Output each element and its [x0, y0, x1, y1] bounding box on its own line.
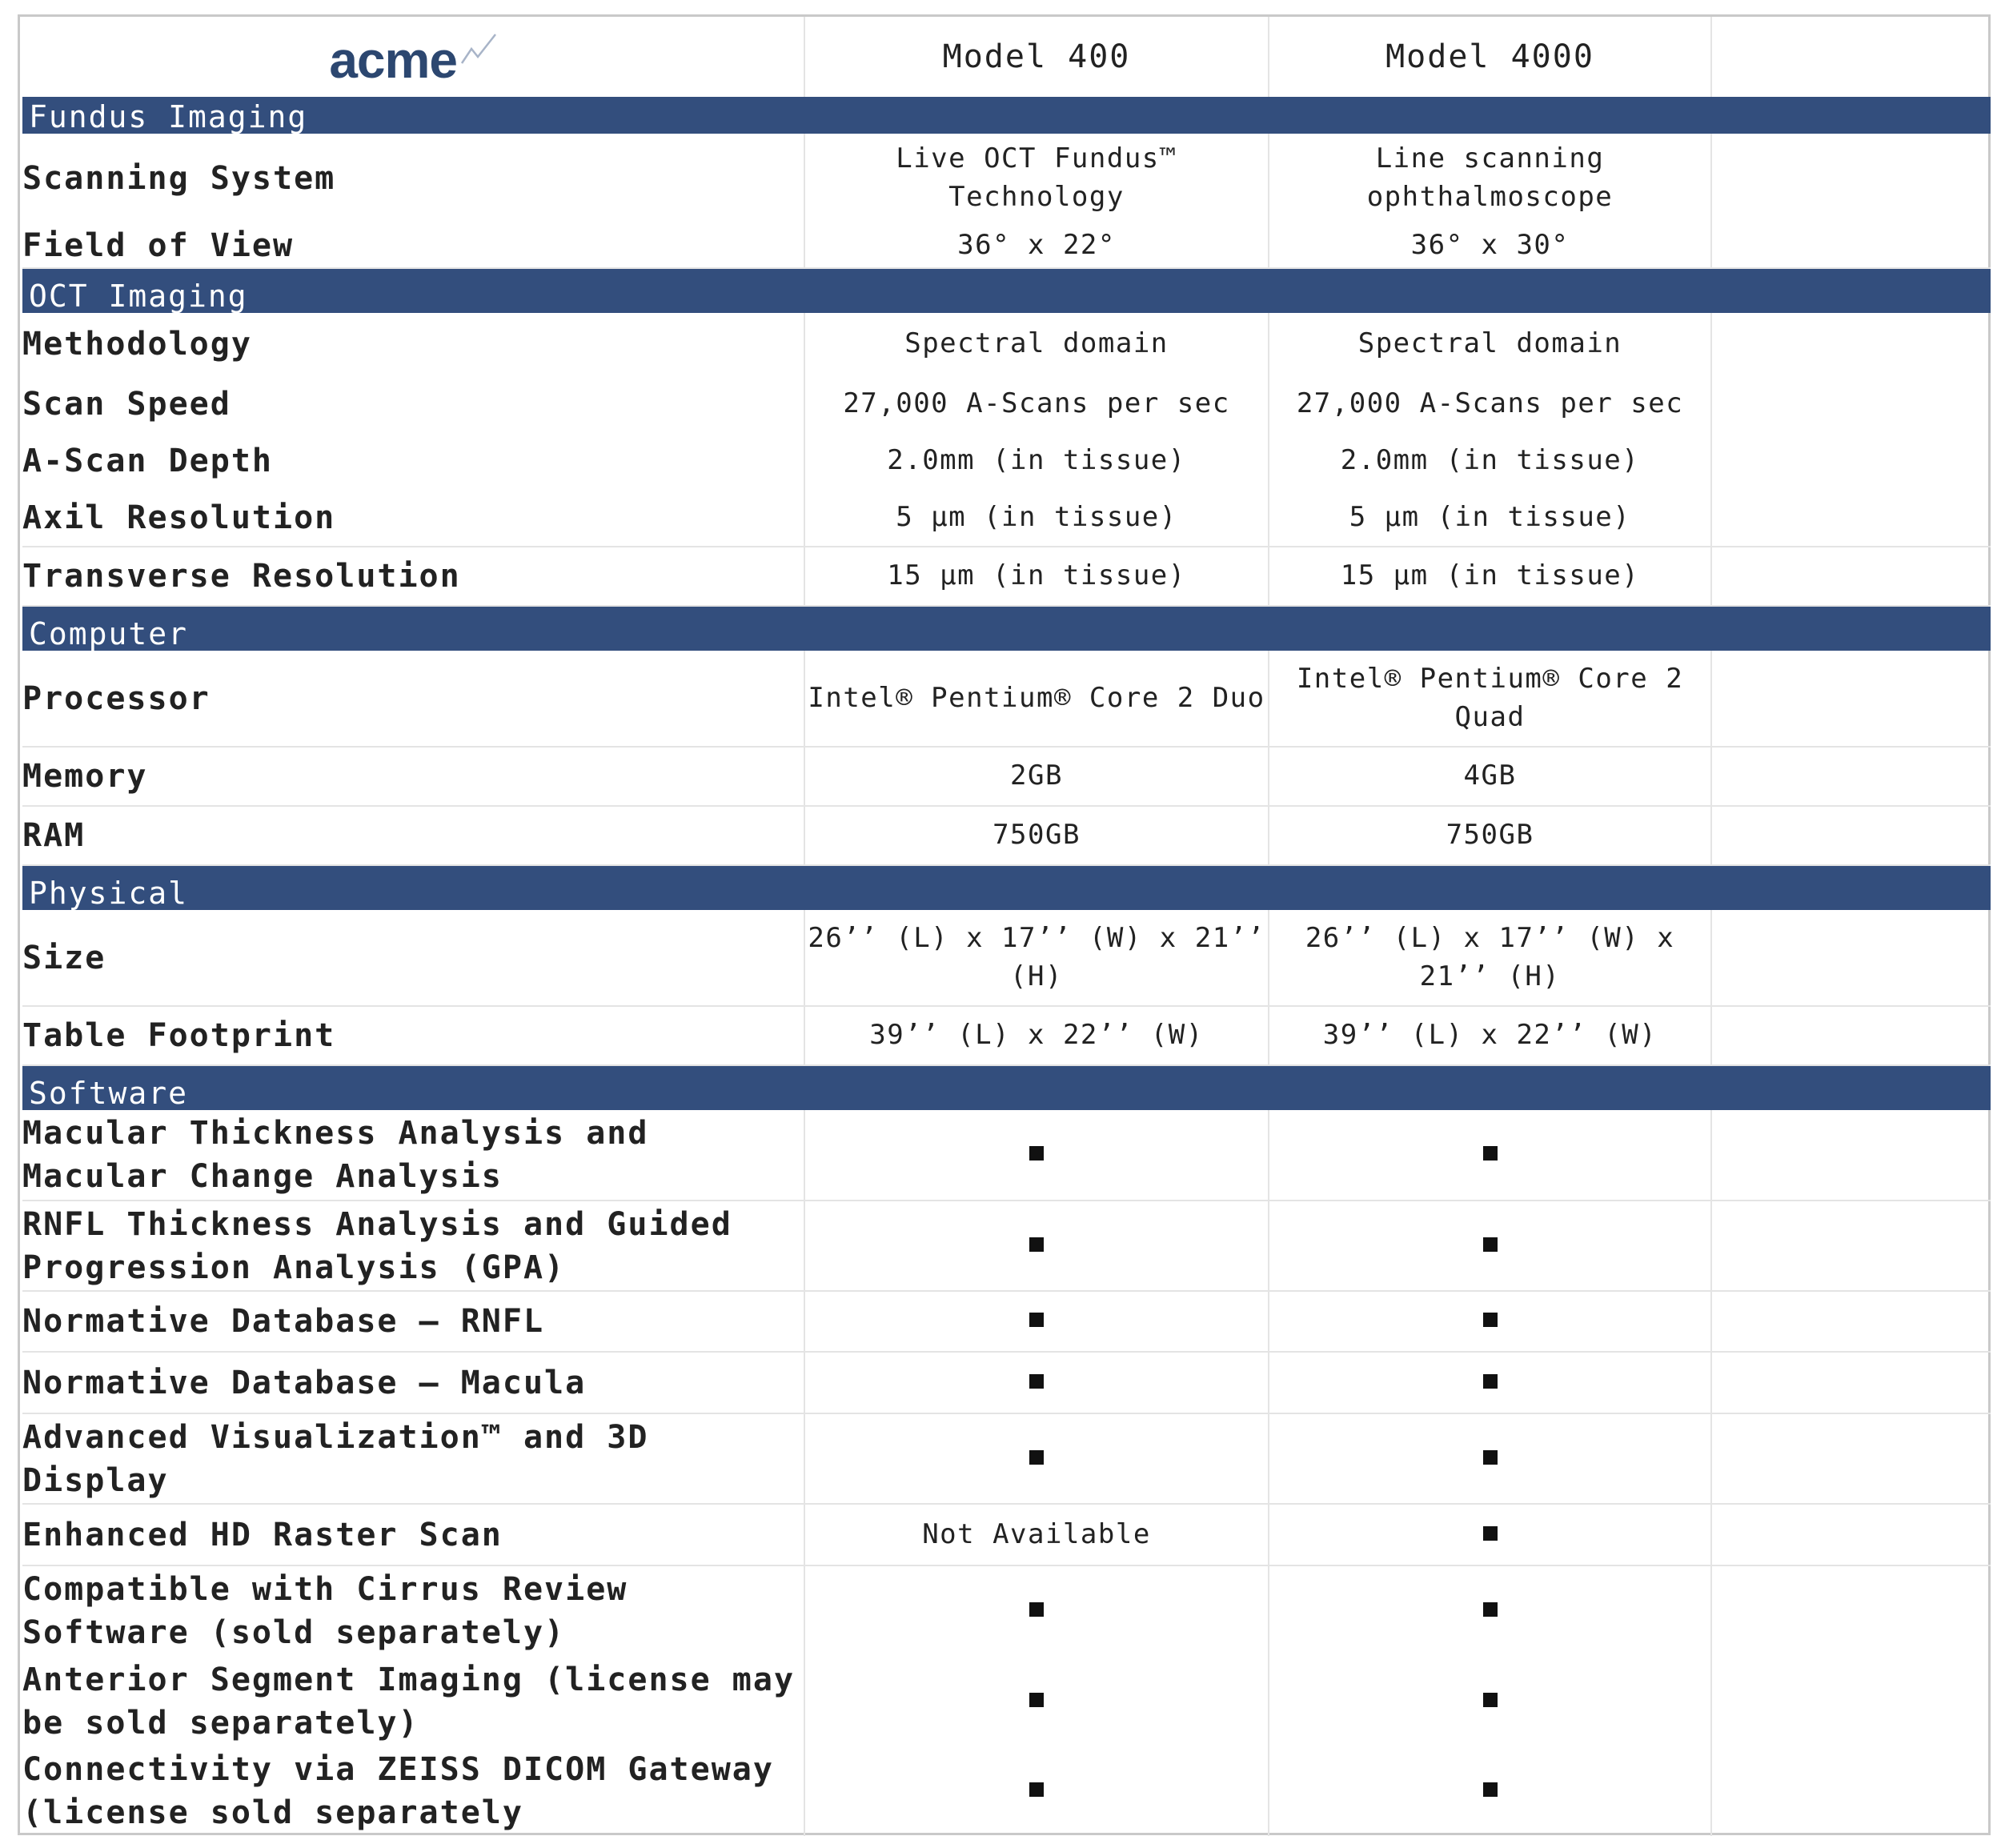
empty-cell	[1711, 651, 1991, 747]
section-title: OCT Imaging	[22, 268, 1991, 313]
row-transverse-resolution	[22, 547, 1991, 606]
empty-cell	[1711, 1413, 1991, 1504]
spec-table-frame	[18, 14, 1991, 1835]
model-4000-check	[1269, 1413, 1711, 1504]
empty-cell	[1711, 433, 1991, 489]
model-4000-value: 27,000 A-Scans per sec	[1269, 375, 1711, 433]
row-table-footprint	[22, 1006, 1991, 1065]
row-anterior-segment	[22, 1656, 1991, 1746]
empty-cell	[1711, 223, 1991, 268]
empty-cell	[1711, 1006, 1991, 1065]
model-4000-value: 5 µm (in tissue)	[1269, 489, 1711, 547]
empty-cell	[1711, 489, 1991, 547]
model-4000-value: Spectral domain	[1269, 313, 1711, 375]
row-scan-speed	[22, 375, 1991, 433]
empty-cell	[1711, 747, 1991, 806]
included-square-icon	[1029, 1313, 1044, 1327]
empty-header-cell	[1711, 17, 1991, 97]
section-software	[22, 1065, 1991, 1110]
row-ascan-depth	[22, 433, 1991, 489]
section-title: Computer	[22, 606, 1991, 651]
row-label: Memory	[22, 747, 804, 806]
model-4000-header: Model 4000	[1269, 17, 1711, 97]
section-title: Physical	[22, 865, 1991, 910]
row-enhanced-hd	[22, 1504, 1991, 1565]
row-methodology	[22, 313, 1991, 375]
section-title: Software	[22, 1065, 1991, 1110]
row-label: Enhanced HD Raster Scan	[22, 1504, 804, 1565]
row-label: Anterior Segment Imaging (license may be sold separately)	[22, 1656, 804, 1746]
model-4000-value: 4GB	[1269, 747, 1711, 806]
row-label: Scanning System	[22, 134, 804, 223]
model-4000-value: 750GB	[1269, 806, 1711, 865]
section-title: Fundus Imaging	[22, 97, 1991, 134]
row-label: Connectivity via ZEISS DICOM Gateway (license sold separately	[22, 1746, 804, 1836]
empty-cell	[1711, 1746, 1991, 1836]
row-label: Transverse Resolution	[22, 547, 804, 606]
included-square-icon	[1483, 1313, 1498, 1327]
included-square-icon	[1029, 1146, 1044, 1161]
included-square-icon	[1483, 1237, 1498, 1252]
row-label: Processor	[22, 651, 804, 747]
model-400-value: 39’’ (L) x 22’’ (W)	[804, 1006, 1269, 1065]
included-square-icon	[1483, 1146, 1498, 1161]
included-square-icon	[1029, 1237, 1044, 1252]
empty-cell	[1711, 1291, 1991, 1352]
row-label: Table Footprint	[22, 1006, 804, 1065]
model-400-value: 36° x 22°	[804, 223, 1269, 268]
included-square-icon	[1029, 1782, 1044, 1797]
model-400-check	[804, 1291, 1269, 1352]
empty-cell	[1711, 547, 1991, 606]
model-4000-check	[1269, 1746, 1711, 1836]
empty-cell	[1711, 1201, 1991, 1291]
model-400-value: 27,000 A-Scans per sec	[804, 375, 1269, 433]
model-4000-check	[1269, 1504, 1711, 1565]
included-square-icon	[1483, 1602, 1498, 1617]
model-4000-value: 15 µm (in tissue)	[1269, 547, 1711, 606]
model-4000-value: 39’’ (L) x 22’’ (W)	[1269, 1006, 1711, 1065]
empty-cell	[1711, 1504, 1991, 1565]
empty-cell	[1711, 134, 1991, 223]
empty-cell	[1711, 313, 1991, 375]
empty-cell	[1711, 1565, 1991, 1656]
model-4000-value: Intel® Pentium® Core 2 Quad	[1269, 651, 1711, 747]
row-processor	[22, 651, 1991, 747]
model-400-value: 2GB	[804, 747, 1269, 806]
included-square-icon	[1483, 1693, 1498, 1707]
model-400-check	[804, 1201, 1269, 1291]
model-400-check	[804, 1565, 1269, 1656]
row-label: RNFL Thickness Analysis and Guided Progression Analysis (GPA)	[22, 1201, 804, 1291]
logo-text: acme	[329, 31, 458, 89]
model-400-header: Model 400	[804, 17, 1269, 97]
model-400-check	[804, 1656, 1269, 1746]
empty-cell	[1711, 1656, 1991, 1746]
row-size	[22, 910, 1991, 1006]
row-advanced-visualization	[22, 1413, 1991, 1504]
included-square-icon	[1483, 1782, 1498, 1797]
row-label: RAM	[22, 806, 804, 865]
included-square-icon	[1029, 1374, 1044, 1389]
row-label: Field of View	[22, 223, 804, 268]
row-ram	[22, 806, 1991, 865]
empty-cell	[1711, 806, 1991, 865]
row-field-of-view	[22, 223, 1991, 268]
empty-cell	[1711, 1352, 1991, 1413]
model-400-value: Not Available	[804, 1504, 1269, 1565]
model-4000-value: 36° x 30°	[1269, 223, 1711, 268]
row-macular-analysis	[22, 1110, 1991, 1201]
row-rnfl-analysis	[22, 1201, 1991, 1291]
section-physical	[22, 865, 1991, 910]
empty-cell	[1711, 1110, 1991, 1201]
section-fundus	[22, 97, 1991, 134]
header-row	[22, 17, 1991, 97]
model-4000-check	[1269, 1291, 1711, 1352]
model-400-check	[804, 1746, 1269, 1836]
row-label: Scan Speed	[22, 375, 804, 433]
row-label: Compatible with Cirrus Review Software (sold separately)	[22, 1565, 804, 1656]
model-4000-value: Line scanning ophthalmoscope	[1269, 134, 1711, 223]
row-label: Axil Resolution	[22, 489, 804, 547]
row-cirrus-review	[22, 1565, 1991, 1656]
logo-cell	[22, 17, 804, 97]
row-scanning-system	[22, 134, 1991, 223]
logo-swoosh-icon	[460, 31, 497, 68]
row-label: Normative Database – Macula	[22, 1352, 804, 1413]
row-label: Macular Thickness Analysis and Macular Change Analysis	[22, 1110, 804, 1201]
model-4000-value: 26’’ (L) x 17’’ (W) x 21’’ (H)	[1269, 910, 1711, 1006]
model-400-check	[804, 1110, 1269, 1201]
comparison-table	[22, 17, 1991, 1836]
model-400-check	[804, 1413, 1269, 1504]
model-400-value: 750GB	[804, 806, 1269, 865]
section-oct	[22, 268, 1991, 313]
row-label: Normative Database – RNFL	[22, 1291, 804, 1352]
included-square-icon	[1483, 1374, 1498, 1389]
acme-logo	[22, 27, 804, 89]
model-400-value: Spectral domain	[804, 313, 1269, 375]
row-memory	[22, 747, 1991, 806]
row-normative-rnfl	[22, 1291, 1991, 1352]
model-4000-value: 2.0mm (in tissue)	[1269, 433, 1711, 489]
included-square-icon	[1029, 1450, 1044, 1465]
row-axil-resolution	[22, 489, 1991, 547]
model-400-value: 2.0mm (in tissue)	[804, 433, 1269, 489]
model-400-value: 5 µm (in tissue)	[804, 489, 1269, 547]
included-square-icon	[1029, 1693, 1044, 1707]
model-4000-check	[1269, 1565, 1711, 1656]
row-label: Advanced Visualization™ and 3D Display	[22, 1413, 804, 1504]
row-label: A-Scan Depth	[22, 433, 804, 489]
included-square-icon	[1483, 1450, 1498, 1465]
empty-cell	[1711, 910, 1991, 1006]
model-400-value: 15 µm (in tissue)	[804, 547, 1269, 606]
model-400-check	[804, 1352, 1269, 1413]
row-label: Size	[22, 910, 804, 1006]
model-4000-check	[1269, 1201, 1711, 1291]
row-normative-macula	[22, 1352, 1991, 1413]
included-square-icon	[1483, 1526, 1498, 1541]
row-label: Methodology	[22, 313, 804, 375]
row-dicom-gateway	[22, 1746, 1991, 1836]
model-400-value: Intel® Pentium® Core 2 Duo	[804, 651, 1269, 747]
included-square-icon	[1029, 1602, 1044, 1617]
model-4000-check	[1269, 1656, 1711, 1746]
model-400-value: 26’’ (L) x 17’’ (W) x 21’’ (H)	[804, 910, 1269, 1006]
model-400-value: Live OCT Fundus™ Technology	[804, 134, 1269, 223]
empty-cell	[1711, 375, 1991, 433]
model-4000-check	[1269, 1352, 1711, 1413]
model-4000-check	[1269, 1110, 1711, 1201]
section-computer	[22, 606, 1991, 651]
